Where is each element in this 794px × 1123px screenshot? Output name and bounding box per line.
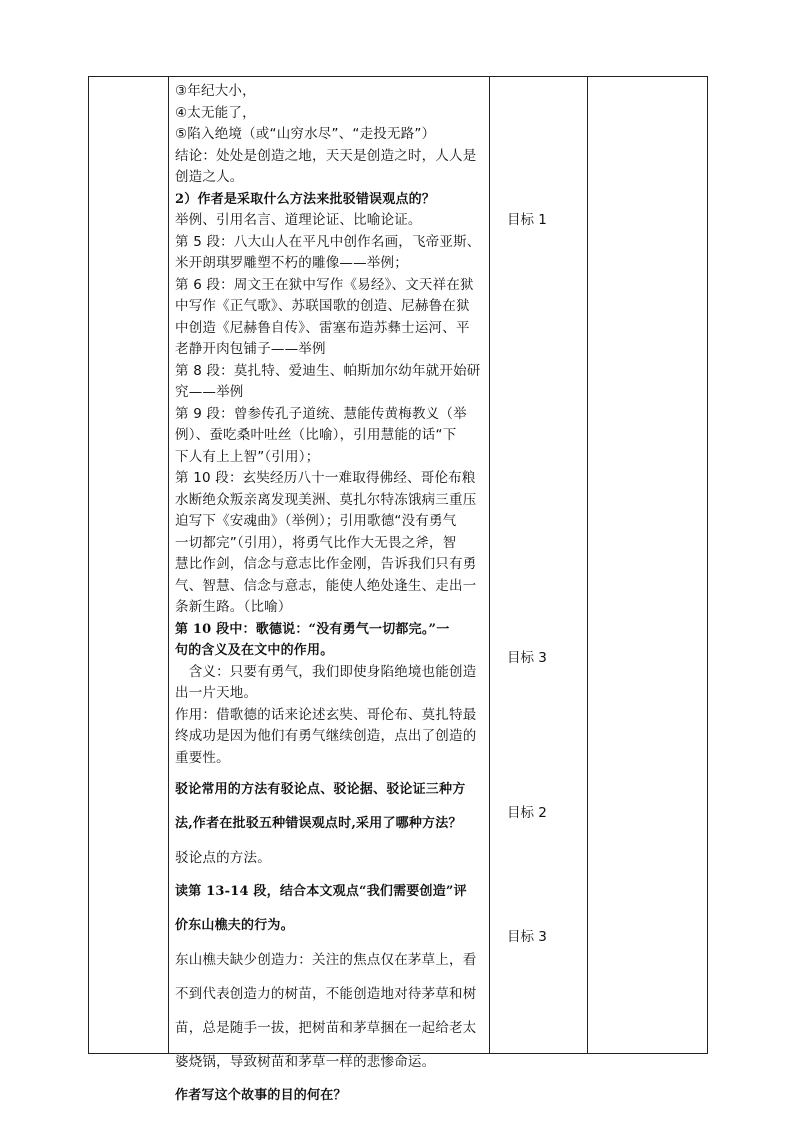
- text-line: 慧比作剑，信念与意志比作金刚，告诉我们只有勇: [175, 556, 477, 572]
- content-lines: [175, 81, 487, 769]
- text-line: 第 8 段：莫扎特、爱迪生、帕斯加尔幼年就开始研: [175, 362, 481, 379]
- text-line: ⑤陷入绝境（或“山穷水尽”、“走投无路”）: [175, 126, 436, 142]
- goal-label: 目标 3: [507, 650, 547, 666]
- text-line: 含义：只要有勇气，我们即使身陷绝境也能创造: [175, 663, 477, 680]
- goal-label: 目标 2: [507, 805, 547, 821]
- text-line: 结论：处处是创造之地，天天是创造之时，人人是: [175, 147, 477, 164]
- text-line: 举例、引用名言、道理论证、比喻论证。: [175, 212, 422, 228]
- teaching-content-cell: [175, 81, 487, 1113]
- column-divider: [489, 77, 490, 1053]
- text-line: 驳论点的方法。: [175, 850, 271, 866]
- text-line: 作者写这个故事的目的何在？: [175, 1088, 347, 1103]
- text-line: 不到代表创造力的树苗，不能创造地对待茅草和树: [175, 986, 477, 1002]
- text-line: 中写作《正气歌》、苏联国歌的创造、尼赫鲁在狱: [175, 298, 470, 314]
- text-line: 法,作者在批驳五种错误观点时,采用了哪种方法？: [175, 816, 462, 831]
- text-line: 条新生路。（比喻）: [175, 599, 292, 615]
- text-line: 迫写下《安魂曲》（举例）；引用歌德“没有勇气: [175, 513, 457, 529]
- text-line: 创造之人。: [175, 169, 244, 185]
- text-line: 东山樵夫缺少创造力：关注的焦点仅在茅草上，看: [175, 952, 477, 968]
- text-line: 第 9 段：曾参传孔子道统、慧能传黄梅教义（举: [175, 405, 467, 422]
- text-line: 第 10 段中：歌德说：“没有勇气一切都完。”一: [175, 621, 450, 637]
- text-line: 老静开肉包铺子——举例: [175, 341, 326, 357]
- text-line: ④太无能了，: [175, 104, 256, 121]
- text-line: 一切都完”（引用），将勇气比作大无畏之斧，智: [175, 534, 457, 551]
- text-line: 米开朗琪罗雕塑不朽的雕像——举例；: [175, 255, 408, 271]
- text-line: 出一片天地。: [175, 685, 258, 701]
- lesson-table: [88, 76, 708, 1103]
- goal-label: 目标 3: [507, 929, 547, 945]
- text-line: ③年纪大小，: [175, 83, 256, 99]
- text-line: 终成功是因为他们有勇气继续创造，点出了创造的: [175, 728, 477, 744]
- text-line: 句的含义及在文中的作用。: [175, 643, 334, 658]
- text-line: 读第 13-14 段，结合本文观点“我们需要创造”评: [175, 884, 467, 899]
- text-line: 气、智慧、信念与意志，能使人绝处逢生、走出一: [175, 577, 477, 594]
- text-line: 苗，总是随手一拔，把树苗和茅草捆在一起给老太: [175, 1020, 477, 1036]
- text-line: 例）、蚕吃桑叶吐丝（比喻），引用慧能的话“下: [175, 427, 457, 443]
- text-line: 价东山樵夫的行为。: [175, 918, 294, 933]
- text-line: 作用：借歌德的话来论述玄奘、哥伦布、莫扎特最: [175, 706, 477, 723]
- text-line: 婆烧锅，导致树苗和茅草一样的悲惨命运。: [175, 1054, 436, 1070]
- text-line: 下人有上上智”（引用）；: [175, 448, 320, 465]
- text-line: 重要性。: [175, 749, 230, 766]
- column-divider: [168, 77, 169, 1053]
- text-line: 第 10 段：玄奘经历八十一难取得佛经、哥伦布粮: [175, 470, 476, 486]
- text-line: 驳论常用的方法有驳论点、驳论据、驳论证三种方: [175, 782, 466, 797]
- content-lines-wide: [175, 773, 487, 1113]
- goal-label: 目标 1: [507, 212, 547, 228]
- text-line: 2）作者是采取什么方法来批驳错误观点的？: [175, 191, 436, 207]
- text-line: 究——举例: [175, 384, 244, 400]
- text-line: 水断绝众叛亲离发现美洲、莫扎尔特冻饿病三重压: [175, 491, 477, 508]
- column-divider: [587, 77, 588, 1053]
- text-line: 第 6 段：周文王在狱中写作《易经》、文天祥在狱: [175, 276, 474, 293]
- text-line: 中创造《尼赫鲁自传》、雷塞布造苏彝士运河、平: [175, 319, 470, 336]
- text-line: 第 5 段：八大山人在平凡中创作名画，飞帝亚斯、: [175, 233, 481, 250]
